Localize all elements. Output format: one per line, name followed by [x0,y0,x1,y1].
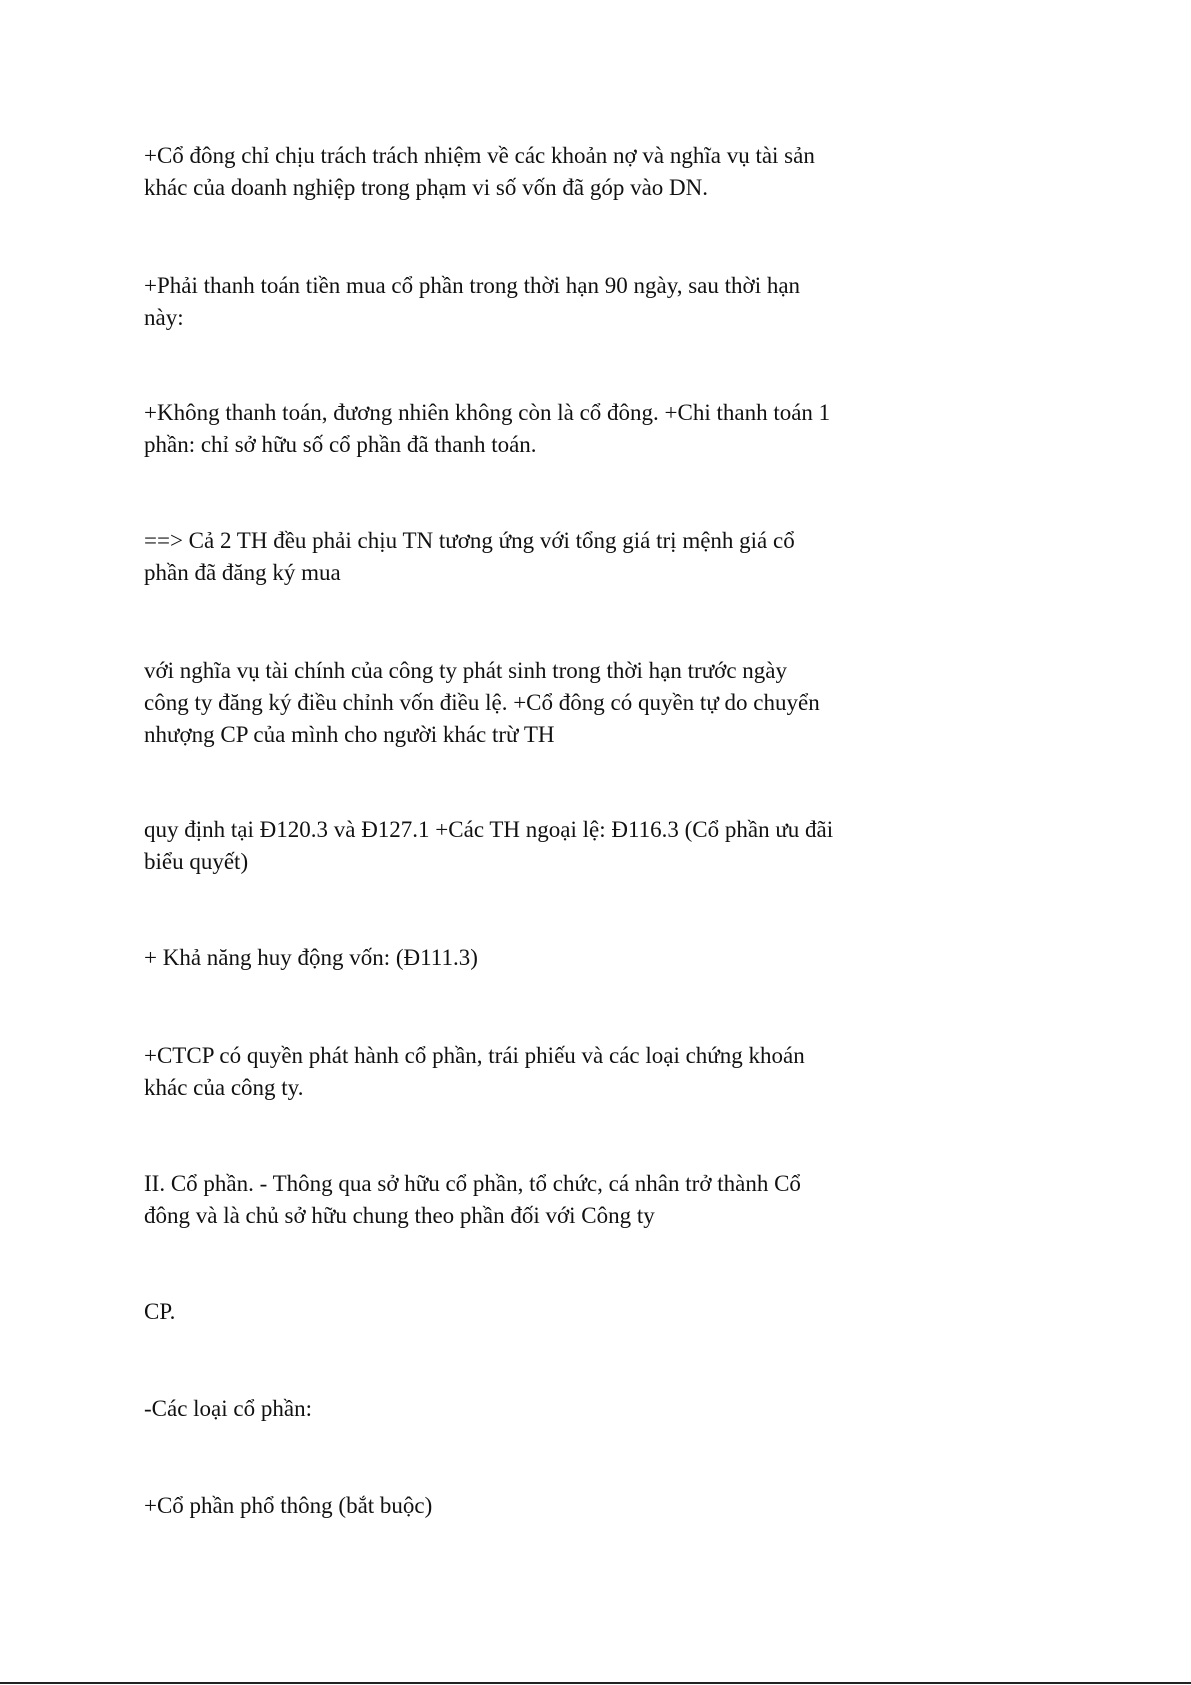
text-line: CP. [144,1299,176,1324]
text-line: +Cổ phần phổ thông (bắt buộc) [144,1493,433,1518]
paragraph-common-shares [144,1490,884,1522]
text-line: với nghĩa vụ tài chính của công ty phát sinh trong thời hạn trước ngày [144,658,787,683]
text-line: công ty đăng ký điều chỉnh vốn điều lệ. +Cổ đông có quyền tự do chuyển [144,690,820,715]
paragraph-capital-mobilization [144,942,884,974]
text-line: đông và là chủ sở hữu chung theo phần đối với Công ty [144,1203,655,1228]
text-line: này: [144,305,184,330]
text-line: phần đã đăng ký mua [144,560,341,585]
paragraph-payment-deadline [144,270,884,334]
text-line: +Phải thanh toán tiền mua cổ phần trong thời hạn 90 ngày, sau thời hạn [144,273,801,298]
text-line: quy định tại Đ120.3 và Đ127.1 +Các TH ngoại lệ: Đ116.3 (Cổ phần ưu đãi [144,817,834,842]
paragraph-exceptions [144,814,884,878]
text-line: biểu quyết) [144,849,249,874]
text-line: +CTCP có quyền phát hành cổ phần, trái phiếu và các loại chứng khoán [144,1043,805,1068]
text-line: +Cổ đông chỉ chịu trách trách nhiệm về các khoản nợ và nghĩa vụ tài sản [144,143,815,168]
page-bottom-border [0,1682,1191,1684]
paragraph-non-payment [144,397,884,461]
text-line: phần: chỉ sở hữu số cổ phần đã thanh toán. [144,432,537,457]
paragraph-both-cases [144,525,884,589]
paragraph-shareholder-liability [144,140,884,204]
text-line: khác của công ty. [144,1075,304,1100]
text-line: -Các loại cổ phần: [144,1396,312,1421]
paragraph-shares-section [144,1168,884,1232]
paragraph-securities-issuance [144,1040,884,1104]
paragraph-financial-obligations [144,655,884,751]
text-line: ==> Cả 2 TH đều phải chịu TN tương ứng với tổng giá trị mệnh giá cổ [144,528,795,553]
text-line: II. Cổ phần. - Thông qua sở hữu cổ phần, tổ chức, cá nhân trở thành Cổ [144,1171,801,1196]
text-line: +Không thanh toán, đương nhiên không còn là cổ đông. +Chi thanh toán 1 [144,400,831,425]
paragraph-cp [144,1296,884,1328]
paragraph-share-types [144,1393,884,1425]
text-line: nhượng CP của mình cho người khác trừ TH [144,722,555,747]
text-line: + Khả năng huy động vốn: (Đ111.3) [144,945,478,970]
text-line: khác của doanh nghiệp trong phạm vi số vốn đã góp vào DN. [144,175,709,200]
